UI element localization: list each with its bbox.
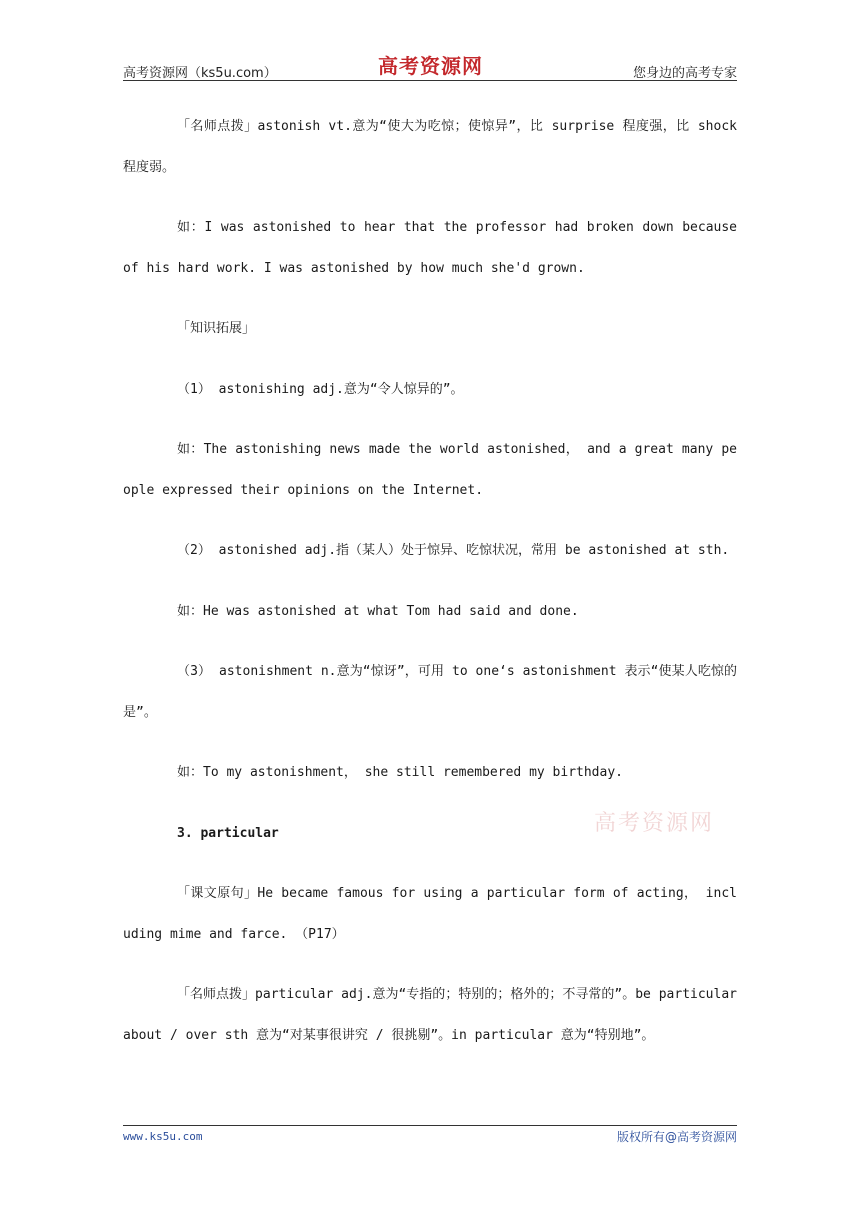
- paragraph-example-astonishment: 如：To my astonishment， she still remembered my birthday.: [177, 765, 623, 780]
- paragraph-astonishing: （1） astonishing adj.意为“令人惊异的”。: [177, 381, 464, 397]
- footer-divider: [123, 1125, 737, 1126]
- watermark-logo: 高考资源网: [594, 811, 715, 836]
- header-site-name: 高考资源网（ks5u.com）: [123, 66, 277, 81]
- footer-copyright: 版权所有@高考资源网: [616, 1130, 737, 1144]
- header-logo: 高考资源网: [378, 54, 483, 78]
- header-slogan: 您身边的高考专家: [632, 66, 737, 81]
- paragraph-astonished: （2） astonished adj.指（某人）处于惊异、吃惊状况，常用 be astonished at sth.: [177, 543, 730, 558]
- paragraph-knowledge-extension: 「知识拓展」: [177, 321, 256, 336]
- paragraph-explanation-particular: 「名师点拨」particular adj.意为“专指的；特别的；格外的；不寻常的”。be particular about / over sth 意为“对某事很讲究 / 很挑剔”。in particular 意为“特别地”。: [123, 987, 737, 1043]
- footer-website-link[interactable]: www.ks5u.com: [123, 1130, 203, 1143]
- section-heading-particular: 3. particular: [177, 825, 279, 841]
- paragraph-original-sentence: 「课文原句」He became famous for using a particular form of acting， including mime and farce. （P17）: [123, 886, 737, 942]
- paragraph-example-astonish: 如：I was astonished to hear that the professor had broken down because of his hard work. I was astonished by how much she'd grown.: [123, 220, 737, 276]
- paragraph-explanation-astonish: 「名师点拨」astonish vt.意为“使大为吃惊；使惊异”，比 surprise 程度强，比 shock 程度弱。: [123, 119, 737, 175]
- paragraph-example-astonished: 如：He was astonished at what Tom had said and done.: [177, 603, 579, 619]
- paragraph-astonishment: （3） astonishment n.意为“惊讶”，可用 to one‘s astonishment 表示“使某人吃惊的是”。: [123, 664, 737, 720]
- document-body: [123, 107, 737, 1076]
- paragraph-example-astonishing: 如：The astonishing news made the world astonished， and a great many people expressed their opinions on the Internet.: [123, 442, 737, 498]
- header-divider: [123, 80, 737, 81]
